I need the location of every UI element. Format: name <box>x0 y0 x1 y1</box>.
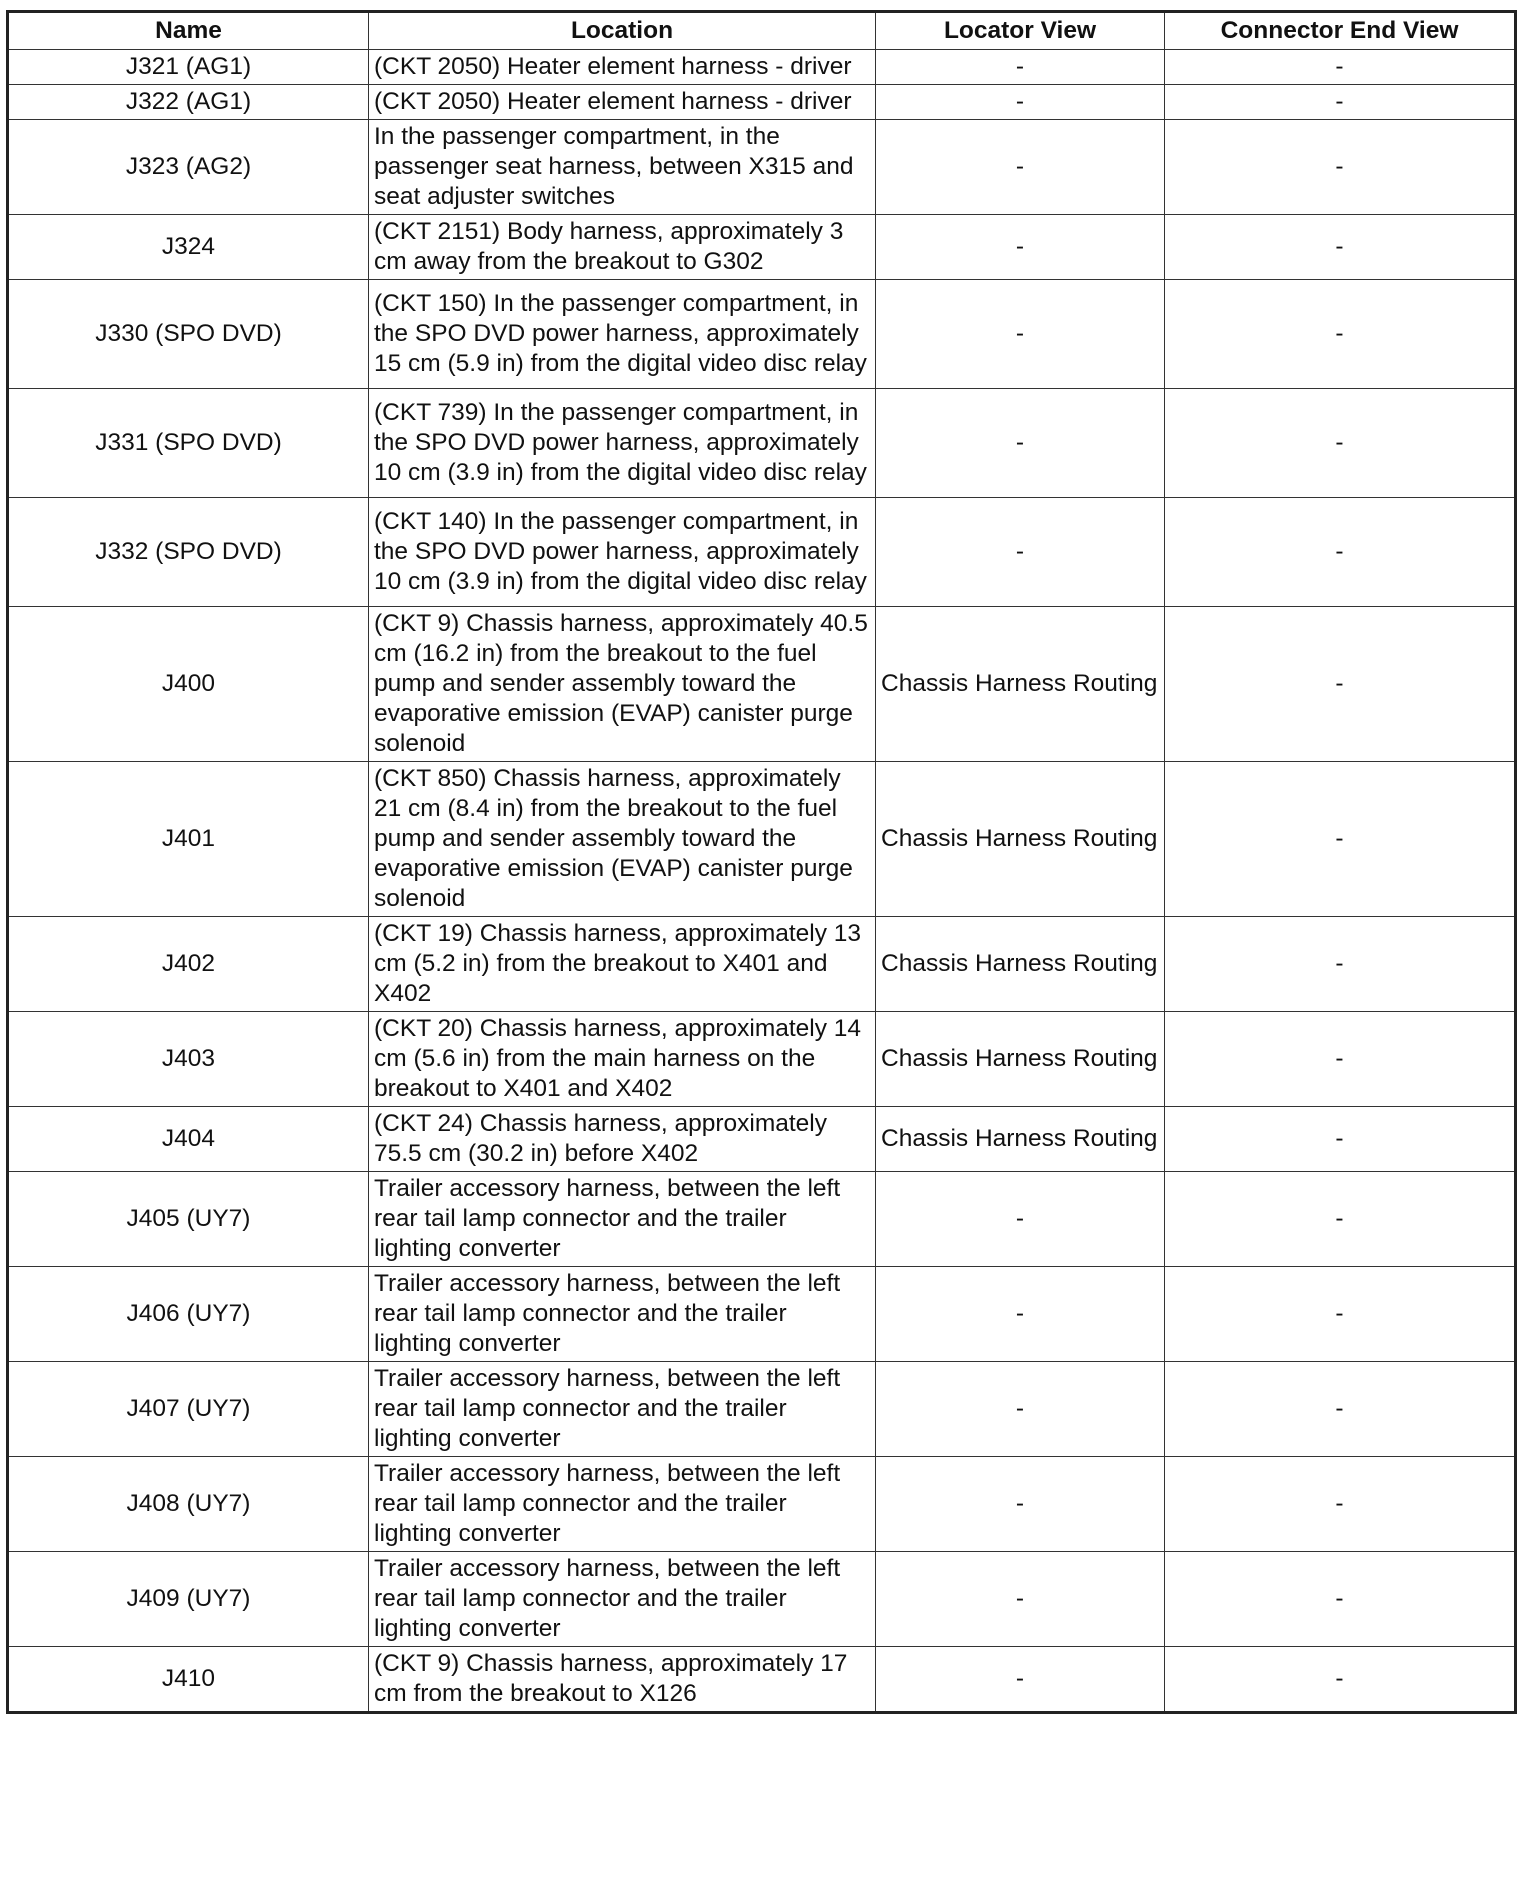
cell-locator-view[interactable]: Chassis Harness Routing <box>876 917 1165 1012</box>
cell-name: J324 <box>8 215 369 280</box>
header-locator-view: Locator View <box>876 12 1165 50</box>
table-row <box>8 498 1516 607</box>
cell-connector-end-view: - <box>1165 1012 1516 1107</box>
cell-location: (CKT 20) Chassis harness, approximately 14 cm (5.6 in) from the main harness on the breakout to X401 and X402 <box>369 1012 876 1107</box>
cell-connector-end-view: - <box>1165 1267 1516 1362</box>
cell-connector-end-view: - <box>1165 917 1516 1012</box>
table-row <box>8 1172 1516 1267</box>
cell-connector-end-view: - <box>1165 1172 1516 1267</box>
cell-location: (CKT 9) Chassis harness, approximately 40.5 cm (16.2 in) from the breakout to the fuel pump and sender assembly toward the evaporative emission (EVAP) canister purge solenoid <box>369 607 876 762</box>
cell-location: (CKT 2050) Heater element harness - driver <box>369 85 876 120</box>
cell-name: J331 (SPO DVD) <box>8 389 369 498</box>
cell-locator-view: - <box>876 1172 1165 1267</box>
splice-table-container <box>6 10 1514 1714</box>
cell-connector-end-view: - <box>1165 215 1516 280</box>
splice-locations-table <box>6 10 1517 1714</box>
table-row <box>8 1647 1516 1713</box>
table-row <box>8 1012 1516 1107</box>
table-row <box>8 120 1516 215</box>
cell-locator-view[interactable]: Chassis Harness Routing <box>876 1107 1165 1172</box>
header-location: Location <box>369 12 876 50</box>
header-connector-end-view: Connector End View <box>1165 12 1516 50</box>
cell-connector-end-view: - <box>1165 50 1516 85</box>
cell-location: (CKT 2151) Body harness, approximately 3 cm away from the breakout to G302 <box>369 215 876 280</box>
cell-connector-end-view: - <box>1165 120 1516 215</box>
table-row <box>8 1457 1516 1552</box>
header-row <box>8 12 1516 50</box>
cell-name: J404 <box>8 1107 369 1172</box>
cell-location: (CKT 739) In the passenger compartment, in the SPO DVD power harness, approximately 10 cm (3.9 in) from the digital video disc relay <box>369 389 876 498</box>
cell-name: J409 (UY7) <box>8 1552 369 1647</box>
cell-connector-end-view: - <box>1165 498 1516 607</box>
cell-location: (CKT 140) In the passenger compartment, in the SPO DVD power harness, approximately 10 cm (3.9 in) from the digital video disc relay <box>369 498 876 607</box>
cell-name: J400 <box>8 607 369 762</box>
cell-name: J406 (UY7) <box>8 1267 369 1362</box>
cell-connector-end-view: - <box>1165 280 1516 389</box>
table-row <box>8 607 1516 762</box>
table-row <box>8 917 1516 1012</box>
cell-name: J403 <box>8 1012 369 1107</box>
cell-locator-view: - <box>876 120 1165 215</box>
cell-location: Trailer accessory harness, between the left rear tail lamp connector and the trailer lighting converter <box>369 1172 876 1267</box>
cell-locator-view: - <box>876 389 1165 498</box>
table-row <box>8 1267 1516 1362</box>
cell-location: Trailer accessory harness, between the left rear tail lamp connector and the trailer lighting converter <box>369 1457 876 1552</box>
cell-connector-end-view: - <box>1165 607 1516 762</box>
table-row <box>8 50 1516 85</box>
cell-location: Trailer accessory harness, between the left rear tail lamp connector and the trailer lighting converter <box>369 1267 876 1362</box>
table-row <box>8 762 1516 917</box>
cell-connector-end-view: - <box>1165 1362 1516 1457</box>
cell-location: (CKT 850) Chassis harness, approximately 21 cm (8.4 in) from the breakout to the fuel pump and sender assembly toward the evaporative emission (EVAP) canister purge solenoid <box>369 762 876 917</box>
cell-connector-end-view: - <box>1165 1457 1516 1552</box>
cell-name: J401 <box>8 762 369 917</box>
table-row <box>8 85 1516 120</box>
cell-location: (CKT 9) Chassis harness, approximately 17 cm from the breakout to X126 <box>369 1647 876 1713</box>
cell-locator-view: - <box>876 1267 1165 1362</box>
cell-location: In the passenger compartment, in the passenger seat harness, between X315 and seat adjuster switches <box>369 120 876 215</box>
cell-name: J332 (SPO DVD) <box>8 498 369 607</box>
cell-location: Trailer accessory harness, between the left rear tail lamp connector and the trailer lighting converter <box>369 1552 876 1647</box>
cell-locator-view: - <box>876 1362 1165 1457</box>
cell-locator-view[interactable]: Chassis Harness Routing <box>876 762 1165 917</box>
table-row <box>8 215 1516 280</box>
table-row <box>8 1362 1516 1457</box>
cell-connector-end-view: - <box>1165 1107 1516 1172</box>
cell-locator-view: - <box>876 215 1165 280</box>
cell-locator-view[interactable]: Chassis Harness Routing <box>876 1012 1165 1107</box>
table-row <box>8 389 1516 498</box>
cell-location: (CKT 150) In the passenger compartment, in the SPO DVD power harness, approximately 15 cm (5.9 in) from the digital video disc relay <box>369 280 876 389</box>
cell-location: Trailer accessory harness, between the left rear tail lamp connector and the trailer lighting converter <box>369 1362 876 1457</box>
cell-locator-view: - <box>876 1457 1165 1552</box>
table-row <box>8 1552 1516 1647</box>
cell-name: J410 <box>8 1647 369 1713</box>
cell-connector-end-view: - <box>1165 389 1516 498</box>
cell-name: J405 (UY7) <box>8 1172 369 1267</box>
cell-locator-view: - <box>876 280 1165 389</box>
cell-name: J321 (AG1) <box>8 50 369 85</box>
cell-locator-view: - <box>876 85 1165 120</box>
cell-name: J322 (AG1) <box>8 85 369 120</box>
table-row <box>8 280 1516 389</box>
cell-connector-end-view: - <box>1165 762 1516 917</box>
cell-locator-view: - <box>876 498 1165 607</box>
cell-connector-end-view: - <box>1165 1552 1516 1647</box>
cell-locator-view: - <box>876 50 1165 85</box>
cell-locator-view: - <box>876 1552 1165 1647</box>
cell-name: J407 (UY7) <box>8 1362 369 1457</box>
cell-locator-view: - <box>876 1647 1165 1713</box>
cell-location: (CKT 19) Chassis harness, approximately 13 cm (5.2 in) from the breakout to X401 and X402 <box>369 917 876 1012</box>
header-name: Name <box>8 12 369 50</box>
cell-name: J330 (SPO DVD) <box>8 280 369 389</box>
cell-connector-end-view: - <box>1165 85 1516 120</box>
table-row <box>8 1107 1516 1172</box>
cell-location: (CKT 2050) Heater element harness - driver <box>369 50 876 85</box>
cell-name: J402 <box>8 917 369 1012</box>
cell-name: J408 (UY7) <box>8 1457 369 1552</box>
table-header <box>8 12 1516 50</box>
cell-connector-end-view: - <box>1165 1647 1516 1713</box>
cell-location: (CKT 24) Chassis harness, approximately 75.5 cm (30.2 in) before X402 <box>369 1107 876 1172</box>
cell-name: J323 (AG2) <box>8 120 369 215</box>
cell-locator-view[interactable]: Chassis Harness Routing <box>876 607 1165 762</box>
table-body <box>8 50 1516 1713</box>
